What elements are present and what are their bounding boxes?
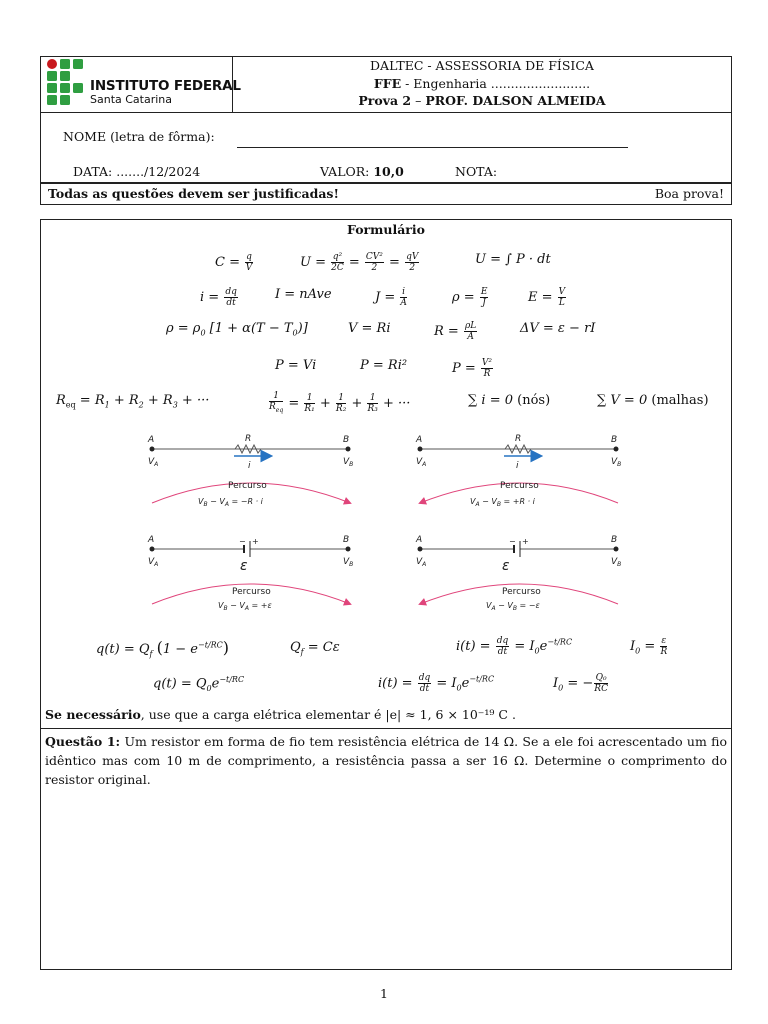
svg-text:VA: $V_A$ [416, 457, 427, 468]
name-label: NOME (letra de fôrma): [63, 129, 215, 144]
node-b [346, 447, 351, 452]
svg-text:+: + [522, 537, 529, 546]
value-label [320, 164, 404, 179]
svg-text:−: − [509, 537, 516, 546]
formula-emf: ΔV = ε − rI [520, 321, 596, 336]
svg-text:R: R [245, 434, 252, 444]
circuit-rules-diagrams [140, 428, 630, 618]
name-field-line[interactable] [237, 147, 628, 148]
svg-text:Percurso: Percurso [228, 481, 267, 491]
svg-text:VB: $V_B$ [611, 557, 622, 568]
formula-rc-current-charge: i(t) = $\frac{dq}{dt}$ = $I_0e^{-t/RC}$ [456, 636, 573, 657]
charge-note [45, 707, 516, 722]
svg-text:A: A [148, 435, 155, 445]
formula-power-vi: P = Vi [275, 358, 317, 373]
svg-text:VA: $V_A$ [148, 457, 159, 468]
ifsc-logo-icon [46, 58, 88, 106]
svg-text:VA − VB = +R · i: $V_A - V_B = +R \cdot i$ [470, 497, 535, 508]
page-number: 1 [380, 986, 388, 1001]
question-divider [40, 728, 732, 729]
course-code: FFE [373, 76, 402, 91]
formulario-title: Formulário [347, 222, 425, 237]
diagram-resistor-ab [147, 434, 353, 508]
formula-resistance: R = $\frac{\rho L}{A}$ [434, 321, 477, 342]
notice-goodluck: Boa prova! [654, 186, 724, 201]
svg-text:VB: $V_B$ [343, 557, 354, 568]
node-a [150, 447, 155, 452]
svg-text:A: A [416, 435, 423, 445]
value-number: 10,0 [373, 164, 404, 179]
formula-energy-capacitor: U = $\frac{\text{q²}}{2C}$ = $\frac{\text{CV²}}{2}$ = $\frac{qV}{2}$ [300, 252, 419, 273]
course-rest: - Engenharia ......................... [401, 76, 591, 91]
svg-text:VA − VB = −ε: $V_A - V_B = -\varepsilon$ [486, 601, 540, 612]
formula-current: i = $\frac{dq}{dt}$ [200, 287, 237, 308]
formula-resistivity-temp: $\rho = \rho_0$ $[1 + \alpha(T - T_0)]$ [166, 321, 308, 338]
question-1-label: Questão 1: [45, 734, 121, 749]
formula-loop-rule: ∑ V = 0 (malhas) [597, 393, 709, 408]
diagram-battery-ba [415, 535, 621, 612]
svg-text:Percurso: Percurso [502, 587, 541, 597]
formula-ohm: V = Ri [348, 321, 391, 336]
formula-current-density: J = $\frac{i}{A}$ [375, 287, 407, 308]
notice-justify: Todas as questões devem ser justificadas! [48, 186, 339, 201]
header-exam [232, 93, 732, 108]
formula-i0-charge: $I_0$ = $\frac{\varepsilon}{R}$ [630, 636, 668, 657]
exam-title: Prova 2 [358, 93, 412, 108]
header-dept: DALTEC - ASSESSORIA DE FÍSICA [370, 58, 594, 73]
exam-sep: – [411, 93, 426, 108]
svg-text:i: i [248, 461, 251, 471]
formula-capacitance: C = $\frac{q}{V}$ [215, 252, 253, 273]
formula-final-charge: $Q_f = C\varepsilon$ [290, 640, 340, 657]
svg-text:B: B [611, 535, 618, 545]
svg-text:+: + [252, 537, 259, 546]
value-label-text: VALOR: [320, 164, 374, 179]
formula-rc-charge: $q(t) = Q_f$ $(1 - e^{-t/RC})$ [96, 638, 230, 659]
svg-text:−: − [239, 537, 246, 546]
header-course [232, 76, 732, 91]
question-1-text: Um resistor em forma de fio tem resistência elétrica de 14 Ω. Se a ele foi acrescentado um fio idêntico mas com 10 m de comprimento, a resistência passa a ser 16 Ω. Determine o comprimento do resistor original. [45, 734, 727, 787]
diagram-resistor-ba [415, 434, 621, 508]
note-text: , use que a carga elétrica elementar é |e| ≈ 1, 6 × 10⁻¹⁹ C . [140, 707, 516, 722]
svg-text:B: B [343, 535, 350, 545]
formula-drift-current: I = nAve [275, 287, 332, 302]
svg-text:B: B [343, 435, 350, 445]
ifsc-logo [46, 58, 241, 110]
svg-text:VA: $V_A$ [148, 557, 159, 568]
svg-text:R: R [515, 434, 522, 444]
svg-text:VB: $V_B$ [611, 457, 622, 468]
formula-rc-current-discharge: i(t) = $\frac{dq}{dt}$ = $I_0e^{-t/RC}$ [378, 673, 495, 694]
svg-text:ε: ε [240, 558, 248, 574]
svg-text:Percurso: Percurso [232, 587, 271, 597]
formula-node-rule: ∑ i = 0 (nós) [468, 393, 551, 408]
question-1 [45, 732, 727, 789]
svg-text:A: A [148, 535, 155, 545]
grade-label: NOTA: [455, 164, 498, 179]
formula-field: E = $\frac{V}{L}$ [528, 287, 566, 308]
svg-text:VA: $V_A$ [416, 557, 427, 568]
svg-text:B: B [611, 435, 618, 445]
formula-series: $R_{eq} = R_1 + R_2 + R_3$ + ··· [56, 393, 210, 410]
svg-text:Percurso: Percurso [500, 481, 539, 491]
formula-i0-discharge: $I_0$ = − $\frac{\text{Q₀}}{RC}$ [553, 673, 608, 694]
formula-power-ri2: P = Ri² [360, 358, 408, 373]
logo-campus-name: Santa Catarina [90, 93, 173, 106]
formula-rc-discharge: $q(t) = Q_0e^{-t/RC}$ [153, 675, 245, 693]
svg-text:VB: $V_B$ [343, 457, 354, 468]
note-bold: Se necessário [45, 707, 141, 722]
date-label: DATA: ......./12/2024 [73, 164, 201, 179]
svg-text:A: A [416, 535, 423, 545]
logo-institution-name: INSTITUTO FEDERAL [90, 78, 241, 94]
svg-text:ε: ε [502, 558, 510, 574]
diagram-battery-ab [147, 535, 353, 612]
svg-text:VB − VA = −R · i: $V_B - V_A = -R \cdot i$ [198, 497, 263, 508]
formula-resistivity: ρ = $\frac{E}{J}$ [452, 287, 488, 308]
formula-energy-integral: U = ∫ P · dt [475, 252, 551, 267]
formula-parallel: 1 $R_{eq}$ = $\frac{1}{\text{R₁}}$ + $\frac{1}{\text{R₂}}$ + $\frac{1}{\text{R₃}}$ + ··· [269, 391, 411, 414]
svg-text:i: i [516, 461, 519, 471]
svg-text:VB − VA = +ε: $V_B - V_A = +\varepsilon$ [218, 601, 272, 612]
formula-power-v2r: P = $\frac{\text{V²}}{R}$ [452, 358, 493, 379]
exam-professor: PROF. DALSON ALMEIDA [425, 93, 606, 108]
